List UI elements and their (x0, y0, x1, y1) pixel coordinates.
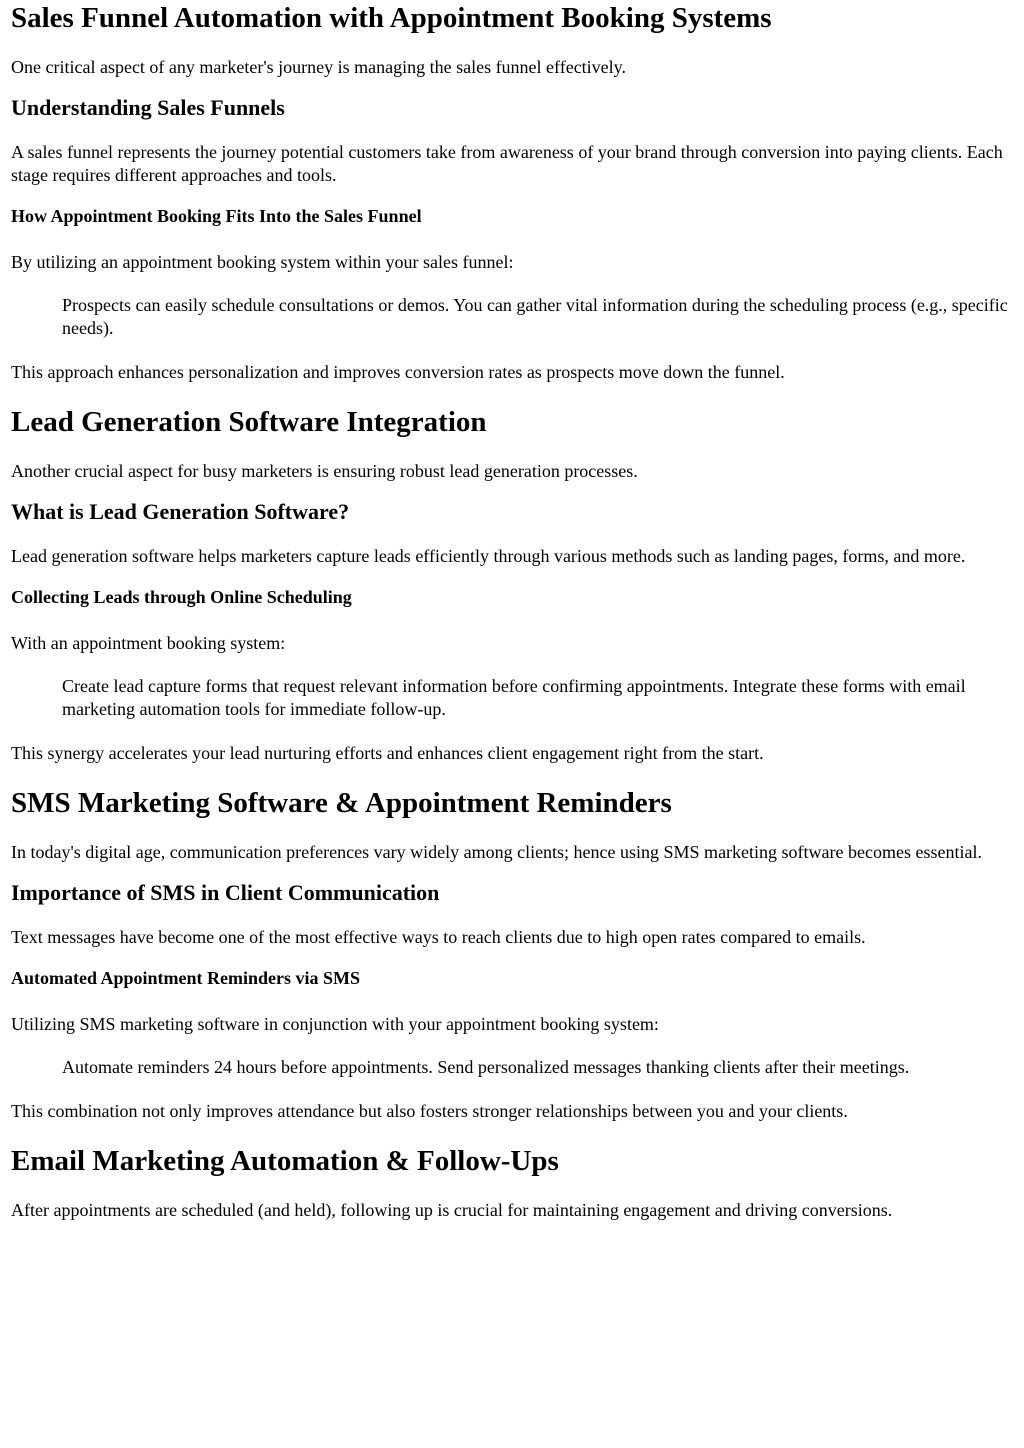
subsection-text: Text messages have become one of the most effective ways to reach clients due to high open rates compared to emails. (11, 927, 866, 947)
subsection-title: What is Lead Generation Software? (11, 499, 350, 524)
indented-list-text: Prospects can easily schedule consultations or demos. You can gather vital information during the scheduling process (e.g., specific needs). (62, 295, 1008, 338)
section-intro: Another crucial aspect for busy marketers is ensuring robust lead generation processes. (11, 461, 638, 481)
section-sms-marketing (11, 786, 1013, 1123)
section-sales-funnel (11, 0, 1013, 384)
minor-title: Collecting Leads through Online Scheduling (11, 587, 352, 607)
section-title: Sales Funnel Automation with Appointment Booking Systems (11, 2, 772, 34)
section-title: Lead Generation Software Integration (11, 406, 487, 438)
closing-text: This approach enhances personalization and improves conversion rates as prospects move down the funnel. (11, 362, 785, 382)
subsection-title: Importance of SMS in Client Communication (11, 880, 440, 905)
section-intro: After appointments are scheduled (and held), following up is crucial for maintaining engagement and driving conversions. (11, 1200, 893, 1220)
section-email-marketing (11, 1144, 1013, 1222)
subsection-title: Understanding Sales Funnels (11, 95, 285, 120)
lead-in-text: Utilizing SMS marketing software in conjunction with your appointment booking system: (11, 1014, 659, 1034)
section-intro: In today's digital age, communication preferences vary widely among clients; hence using SMS marketing software becomes essential. (11, 842, 982, 862)
section-title: SMS Marketing Software & Appointment Reminders (11, 787, 672, 819)
closing-text: This combination not only improves attendance but also fosters stronger relationships between you and your clients. (11, 1101, 848, 1121)
section-intro: One critical aspect of any marketer's journey is managing the sales funnel effectively. (11, 57, 627, 77)
section-lead-generation (11, 405, 1013, 765)
lead-in-text: With an appointment booking system: (11, 633, 286, 653)
section-title: Email Marketing Automation & Follow-Ups (11, 1145, 559, 1177)
minor-title: How Appointment Booking Fits Into the Sales Funnel (11, 206, 422, 226)
subsection-text: Lead generation software helps marketers capture leads efficiently through various methods such as landing pages, forms, and more. (11, 546, 966, 566)
minor-title: Automated Appointment Reminders via SMS (11, 968, 361, 988)
indented-list-text: Create lead capture forms that request relevant information before confirming appointments. Integrate these forms with email marketing automation tools for immediate follow-up. (62, 676, 966, 719)
subsection-text: A sales funnel represents the journey potential customers take from awareness of your brand through conversion into paying clients. Each stage requires different approaches and tools. (11, 142, 1003, 185)
lead-in-text: By utilizing an appointment booking system within your sales funnel: (11, 252, 514, 272)
indented-list-text: Automate reminders 24 hours before appointments. Send personalized messages thanking clients after their meetings. (62, 1057, 910, 1077)
closing-text: This synergy accelerates your lead nurturing efforts and enhances client engagement right from the start. (11, 743, 764, 763)
